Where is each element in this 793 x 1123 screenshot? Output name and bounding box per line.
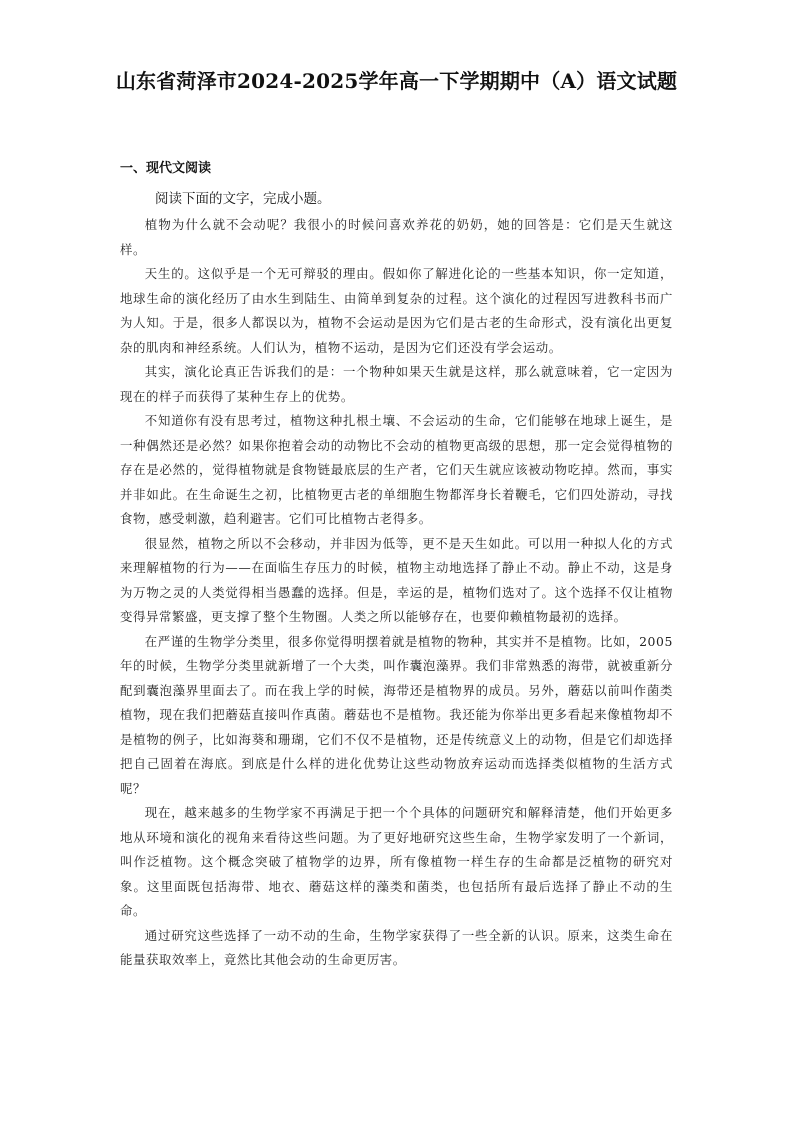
passage-paragraph: 在严谨的生物学分类里，很多你觉得明摆着就是植物的物种，其实并不是植物。比如，2005年的时候，生物学分类里就新增了一个大类，叫作囊泡藻界。我们非常熟悉的海带，就被重新分配到囊泡藻界里面去了。而在我上学的时候，海带还是植物界的成员。另外，蘑菇以前叫作菌类植物，现在我们把蘑菇直接叫作真菌。蘑菇也不是植物。我还能为你举出更多看起来像植物却不是植物的例子，比如海葵和珊瑚，它们不仅不是植物，还是传统意义上的动物，但是它们却选择把自己固着在海底。到底是什么样的进化优势让这些动物放弃运动而选择类似植物的生活方式呢？ [120, 633, 673, 796]
passage-paragraph: 植物为什么就不会动呢？我很小的时候问喜欢养花的奶奶，她的回答是：它们是天生就这样。 [120, 217, 673, 257]
passage-paragraph: 其实，演化论真正告诉我们的是：一个物种如果天生就是这样，那么就意味着，它一定因为现在的样子而获得了某种生存上的优势。 [120, 364, 673, 404]
passage-paragraph: 天生的。这似乎是一个无可辩驳的理由。假如你了解进化论的一些基本知识，你一定知道，地球生命的演化经历了由水生到陆生、由简单到复杂的过程。这个演化的过程因写进教科书而广为人知。于是，很多人都误以为，植物不会运动是因为它们是古老的生命形式，没有演化出更复杂的肌肉和神经系统。人们认为，植物不运动，是因为它们还没有学会运动。 [120, 266, 673, 355]
section-heading: 一、现代文阅读 [120, 161, 212, 176]
reading-instruction: 阅读下面的文字，完成小题。 [155, 191, 331, 207]
passage-paragraph: 很显然，植物之所以不会移动，并非因为低等，更不是天生如此。可以用一种拟人化的方式来理解植物的行为——在面临生存压力的时候，植物主动地选择了静止不动。静止不动，这是身为万物之灵的人类觉得相当愚蠢的选择。但是，幸运的是，植物们选对了。这个选择不仅让植物变得异常繁盛，更支撑了整个生物圈。人类之所以能够存在，也要仰赖植物最初的选择。 [120, 535, 673, 624]
passage-paragraph: 不知道你有没有思考过，植物这种扎根土壤、不会运动的生命，它们能够在地球上诞生，是一种偶然还是必然？如果你抱着会动的动物比不会动的植物更高级的思想，那一定会觉得植物的存在是必然的，觉得植物就是食物链最底层的生产者，它们天生就应该被动物吃掉。然而，事实并非如此。在生命诞生之初，比植物更古老的单细胞生物都浑身长着鞭毛，它们四处游动，寻找食物，感受刺激，趋利避害。它们可比植物古老得多。 [120, 413, 673, 526]
passage-body [120, 213, 673, 973]
passage-paragraph: 通过研究这些选择了一动不动的生命，生物学家获得了一些全新的认识。原来，这类生命在能量获取效率上，竟然比其他会动的生命更厉害。 [120, 927, 673, 967]
passage-paragraph: 现在，越来越多的生物学家不再满足于把一个个具体的问题研究和解释清楚，他们开始更多地从环境和演化的视角来看待这些问题。为了更好地研究这些生命，生物学家发明了一个新词，叫作泛植物。这个概念突破了植物学的边界，所有像植物一样生存的生命都是泛植物的研究对象。这里面既包括海带、地衣、蘑菇这样的藻类和菌类，也包括所有最后选择了静止不动的生命。 [120, 805, 673, 918]
page-title: 山东省菏泽市2024-2025学年高一下学期期中（A）语文试题 [115, 69, 678, 93]
